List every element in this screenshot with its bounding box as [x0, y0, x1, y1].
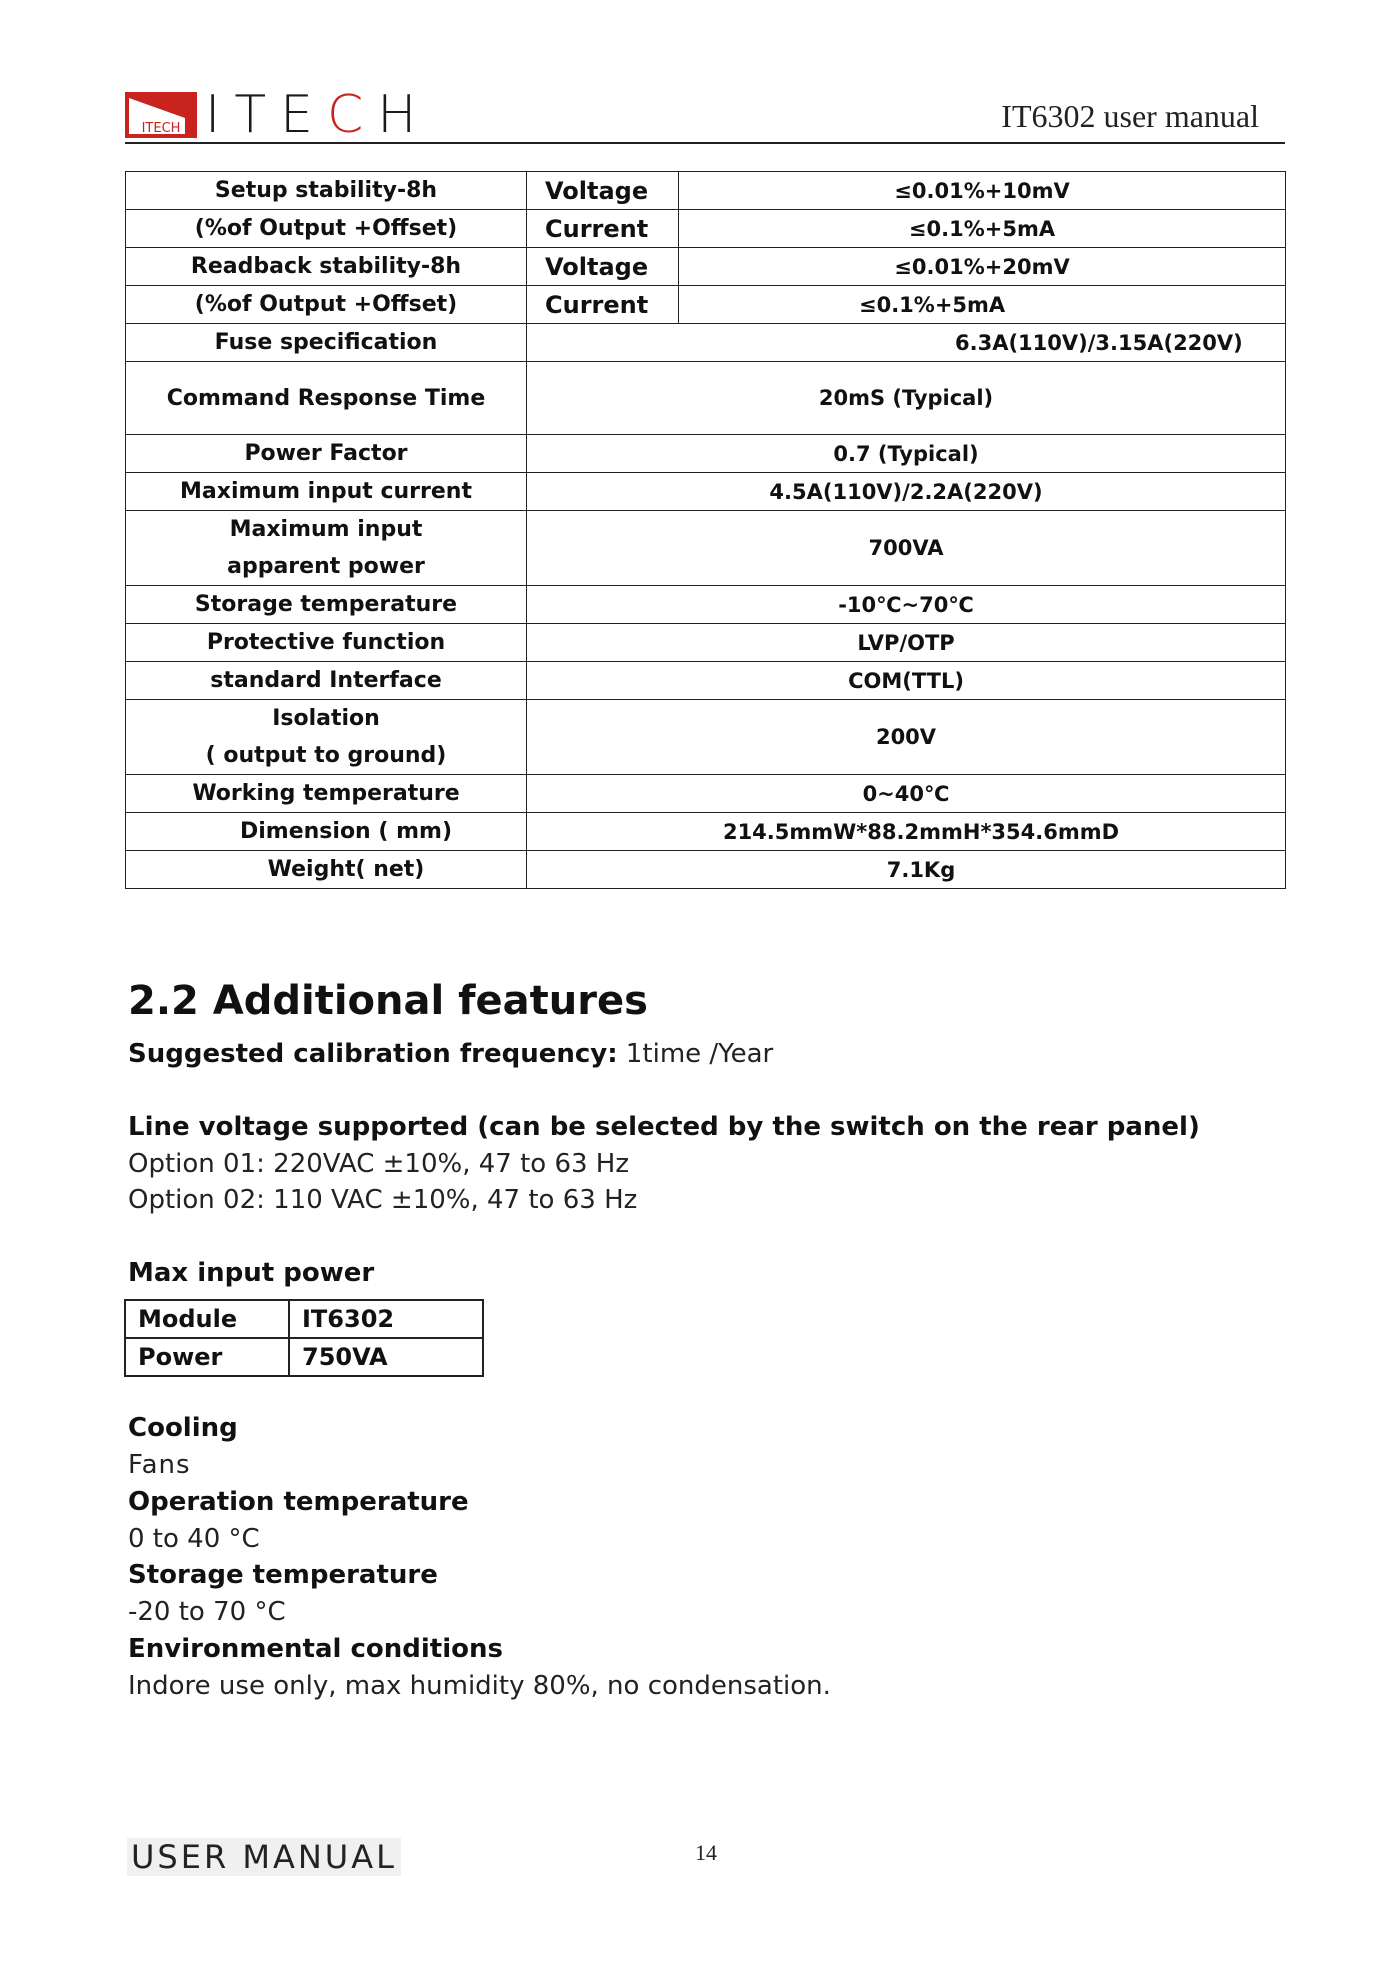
- table-row: [126, 324, 1286, 362]
- table-row: [126, 662, 1286, 700]
- row-value: 0~40℃: [527, 775, 1286, 813]
- row-value: ≤0.1%+5mA: [679, 210, 1286, 248]
- cell-value: 750VA: [289, 1338, 483, 1376]
- row-value: ≤0.01%+10mV: [679, 172, 1286, 210]
- row-value: 700VA: [527, 511, 1286, 586]
- table-row: [126, 248, 1286, 286]
- row-value: ≤0.01%+20mV: [679, 248, 1286, 286]
- row-value: COM(TTL): [527, 662, 1286, 700]
- table-row: [126, 210, 1286, 248]
- sub-label: Voltage: [527, 248, 679, 286]
- table-row: [125, 1300, 483, 1338]
- line-voltage-heading: [128, 1109, 1200, 1146]
- row-label-line: Isolation: [272, 706, 380, 731]
- row-label: (%of Output +Offset): [126, 210, 527, 248]
- page-header: [125, 85, 1285, 145]
- row-label: Working temperature: [126, 775, 527, 813]
- cooling-heading: [128, 1410, 238, 1447]
- specification-table: [125, 171, 1286, 889]
- row-label: [126, 700, 527, 775]
- option-1: Option 01: 220VAC ±10%, 47 to 63 Hz: [128, 1149, 630, 1179]
- row-label: standard Interface: [126, 662, 527, 700]
- itech-logo-icon: [125, 92, 197, 138]
- table-row: [126, 624, 1286, 662]
- row-label: Setup stability-8h: [126, 172, 527, 210]
- line-voltage-heading-text: Line voltage supported (can be selected by the switch on the rear panel): [128, 1112, 1200, 1142]
- row-value: 200V: [527, 700, 1286, 775]
- table-row: [126, 435, 1286, 473]
- row-label: Protective function: [126, 624, 527, 662]
- row-value: LVP/OTP: [527, 624, 1286, 662]
- row-value: -10℃~70℃: [527, 586, 1286, 624]
- operation-temp-value: 0 to 40 °C: [128, 1524, 260, 1554]
- sub-label: Voltage: [527, 172, 679, 210]
- cooling-heading-text: Cooling: [128, 1413, 238, 1443]
- row-label: Maximum input apparent power: [126, 511, 527, 586]
- row-label: Fuse specification: [126, 324, 527, 362]
- table-row: [126, 813, 1286, 851]
- calibration-value: 1time /Year: [617, 1039, 774, 1069]
- row-value: 20mS (Typical): [527, 362, 1286, 435]
- table-row: [126, 851, 1286, 889]
- sub-label: Current: [527, 286, 679, 324]
- calibration-line: [128, 1036, 773, 1073]
- section-title: 2.2 Additional features: [128, 978, 648, 1024]
- row-label: Weight( net): [126, 851, 527, 889]
- row-label-line: ( output to ground): [205, 743, 447, 768]
- row-label: Dimension ( mm): [126, 813, 527, 851]
- max-power-heading-text: Max input power: [128, 1258, 375, 1288]
- document-title: IT6302 user manual: [1001, 98, 1259, 134]
- env-heading-text: Environmental conditions: [128, 1634, 503, 1664]
- env-heading: [128, 1631, 503, 1668]
- row-label: Readback stability-8h: [126, 248, 527, 286]
- row-value: 4.5A(110V)/2.2A(220V): [527, 473, 1286, 511]
- table-row: [126, 586, 1286, 624]
- option-2: Option 02: 110 VAC ±10%, 47 to 63 Hz: [128, 1185, 638, 1215]
- row-value: 7.1Kg: [527, 851, 1286, 889]
- calibration-label: Suggested calibration frequency:: [128, 1039, 618, 1069]
- env-value: Indore use only, max humidity 80%, no condensation.: [128, 1671, 831, 1701]
- cell-value: IT6302: [289, 1300, 483, 1338]
- row-label: Command Response Time: [126, 362, 527, 435]
- operation-temp-heading: [128, 1484, 469, 1521]
- cell-label: Power: [125, 1338, 289, 1376]
- operation-temp-heading-text: Operation temperature: [128, 1487, 469, 1517]
- row-label: Maximum input current: [126, 473, 527, 511]
- cooling-value: Fans: [128, 1450, 191, 1480]
- table-row: [126, 172, 1286, 210]
- row-label: (%of Output +Offset): [126, 286, 527, 324]
- storage-temp-heading: [128, 1557, 438, 1594]
- row-value: ≤0.1%+5mA: [679, 286, 1286, 324]
- table-row: [125, 1338, 483, 1376]
- max-power-heading: [128, 1255, 374, 1292]
- storage-temp-value: -20 to 70 °C: [128, 1597, 286, 1627]
- itech-logo: [125, 85, 431, 145]
- row-value: 0.7 (Typical): [527, 435, 1286, 473]
- table-row: [126, 286, 1286, 324]
- table-row: [126, 473, 1286, 511]
- row-label: Power Factor: [126, 435, 527, 473]
- page-number: 14: [695, 1840, 717, 1865]
- row-value: 6.3A(110V)/3.15A(220V): [527, 324, 1286, 362]
- table-row: [126, 700, 1286, 775]
- table-row: [126, 511, 1286, 586]
- row-label: Storage temperature: [126, 586, 527, 624]
- cell-label: Module: [125, 1300, 289, 1338]
- table-row: [126, 775, 1286, 813]
- max-power-table: [124, 1299, 484, 1377]
- storage-temp-heading-text: Storage temperature: [128, 1560, 438, 1590]
- sub-label: Current: [527, 210, 679, 248]
- footer-label: USER MANUAL: [127, 1838, 401, 1876]
- logo-wordmark: ITECH: [205, 85, 431, 145]
- table-row: [126, 362, 1286, 435]
- row-value: 214.5mmW*88.2mmH*354.6mmD: [527, 813, 1286, 851]
- svg-text:ITECH: ITECH: [141, 121, 181, 136]
